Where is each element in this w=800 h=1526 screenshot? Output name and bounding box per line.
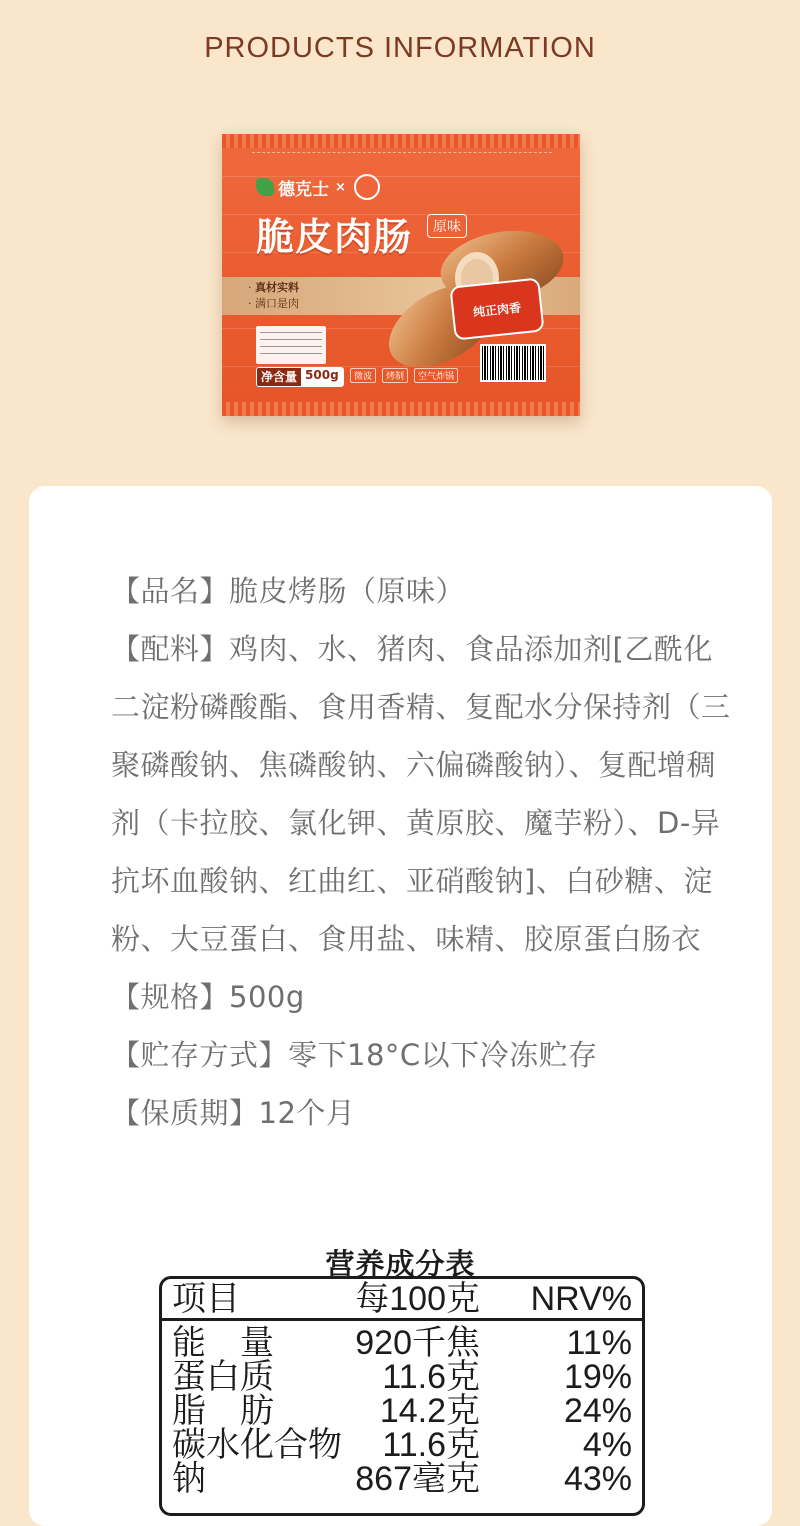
storage-label: 【贮存方式】	[111, 1038, 289, 1072]
package-collab-mark: ×	[335, 179, 346, 195]
nutrition-table	[159, 1276, 645, 1516]
row-label: 能 量	[172, 1324, 274, 1362]
band-line-2: 满口是肉	[255, 297, 299, 310]
barcode	[480, 344, 546, 382]
row-label: 脂 肪	[172, 1392, 274, 1430]
weight-value: 500g	[301, 368, 343, 386]
collab-logo-icon	[354, 174, 380, 200]
header-item: 项目	[172, 1280, 240, 1318]
row-value: 11.6克	[382, 1358, 480, 1396]
info-name	[111, 562, 731, 620]
spec-label: 【规格】	[111, 980, 230, 1014]
row-value: 11.6克	[382, 1426, 480, 1464]
package-cooking-methods	[350, 368, 458, 383]
row-value: 867毫克	[355, 1460, 480, 1498]
name-label: 【品名】	[111, 574, 230, 608]
row-nrv: 19%	[563, 1358, 632, 1396]
product-package-image	[222, 134, 580, 416]
header-nrv: NRV%	[530, 1280, 632, 1318]
ingredients-value: 鸡肉、水、猪肉、食品添加剂[乙酰化二淀粉磷酸酯、食用香精、复配水分保持剂（三聚磷酸钠、焦磷酸钠、六偏磷酸钠）、复配增稠剂（卡拉胶、氯化钾、黄原胶、魔芋粉）、D-异抗坏血酸钠、红曲红、亚硝酸钠]、白砂糖、淀粉、大豆蛋白、食用盐、味精、胶原蛋白肠衣	[111, 632, 731, 956]
package-weight	[256, 367, 344, 387]
row-value: 14.2克	[379, 1392, 480, 1430]
ingredients-label: 【配料】	[111, 632, 230, 666]
package-brand-name: 德克士	[278, 179, 329, 200]
row-label: 蛋白质	[172, 1358, 274, 1396]
info-storage	[111, 1026, 731, 1084]
nutrition-table-title: 营养成分表	[325, 1247, 476, 1281]
spec-value: 500g	[229, 980, 305, 1014]
package-crimp-top	[222, 134, 580, 148]
top-decorative-text	[0, 0, 800, 10]
shelf-label: 【保质期】	[111, 1096, 259, 1130]
row-nrv: 24%	[563, 1392, 632, 1430]
package-badge: 纯正肉香	[449, 277, 544, 340]
products-information-heading: PRODUCTS INFORMATION	[204, 32, 596, 64]
row-value: 920千焦	[355, 1324, 480, 1362]
row-nrv: 4%	[582, 1426, 632, 1464]
method-microwave: 微波	[350, 368, 376, 383]
info-ingredients	[111, 620, 731, 968]
nutrition-header-row	[162, 1279, 642, 1321]
row-nrv: 43%	[563, 1460, 632, 1498]
row-label: 碳水化合物	[172, 1426, 342, 1464]
shelf-value: 12个月	[258, 1096, 356, 1130]
info-spec	[111, 968, 731, 1026]
header-per-100g: 每100克	[355, 1280, 480, 1318]
method-air-fryer: 空气炸锅	[414, 368, 458, 383]
product-info-list	[111, 562, 731, 1142]
name-value: 脆皮烤肠（原味）	[229, 574, 466, 608]
method-grill: 烤制	[382, 368, 408, 383]
product-info-card	[29, 486, 772, 1526]
row-nrv: 11%	[566, 1324, 632, 1362]
package-title: 脆皮肉肠	[256, 215, 413, 259]
band-line-1: 真材实料	[255, 281, 299, 294]
package-flavor: 原味	[427, 214, 467, 238]
info-shelf-life	[111, 1084, 731, 1142]
weight-label: 净含量	[257, 368, 301, 386]
package-nutrition-mini	[256, 326, 326, 364]
row-label: 钠	[172, 1460, 206, 1498]
package-brand	[256, 174, 380, 200]
package-crimp-bottom	[222, 402, 580, 416]
package-band-text: · 真材实料 · 满口是肉	[248, 281, 299, 310]
storage-value: 零下18°C以下冷冻贮存	[288, 1038, 598, 1072]
brand-leaf-icon	[256, 178, 274, 196]
